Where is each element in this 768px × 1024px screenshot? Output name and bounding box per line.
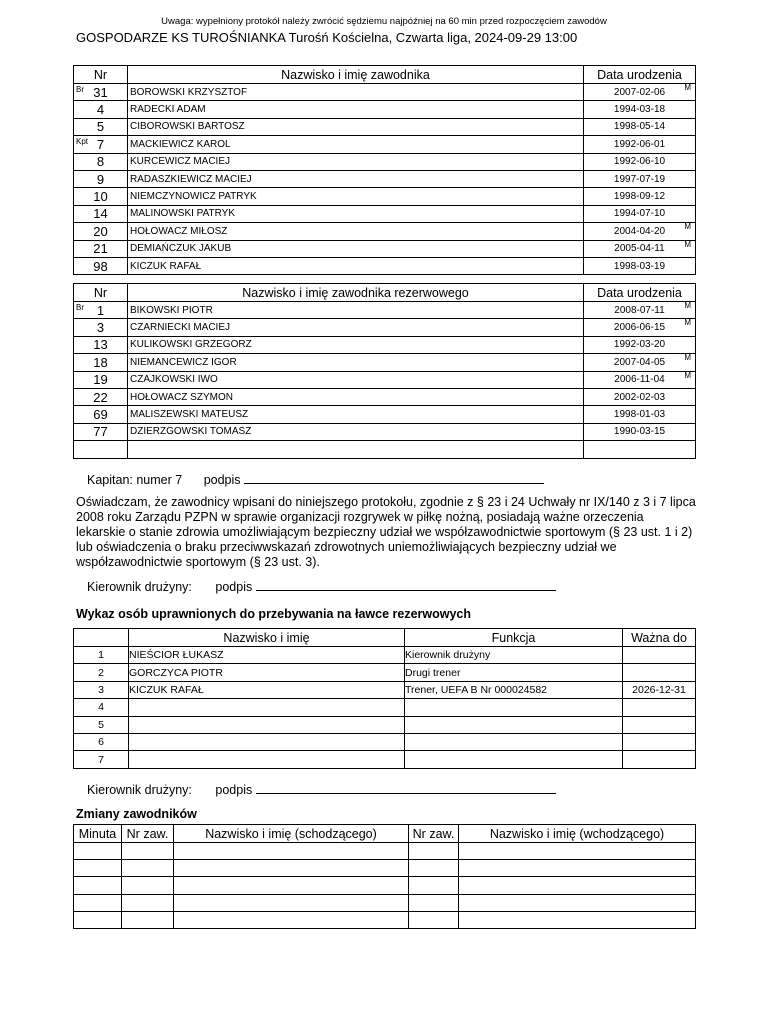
birthdate-value: 2006-06-15 [613,322,666,334]
player-name: MALISZEWSKI MATEUSZ [128,406,584,423]
bench-valid-until: 2026-12-31 [623,681,696,698]
player-role-mark: Br [76,303,84,312]
bench-function: Drugi trener [405,664,623,681]
bench-nr: 4 [74,699,129,716]
player-birthdate [584,223,696,240]
col-nr: Nr [74,284,128,302]
col-birthdate: Data urodzenia [584,284,696,302]
player-birthdate [584,336,696,353]
birthdate-value: 1998-05-14 [613,121,666,133]
player-row [74,136,696,153]
player-row [74,388,696,405]
player-number-value: 1 [96,302,105,318]
bench-nr: 3 [74,681,129,698]
birthdate-value: 1994-03-18 [613,104,666,116]
col-bench-name: Nazwisko i imię [129,629,405,647]
youth-flag: M [684,318,691,328]
col-name-in: Nazwisko i imię (wchodzącego) [459,825,696,843]
player-row [74,302,696,319]
player-name: NIEMANCEWICZ IGOR [128,354,584,371]
change-name-out[interactable] [174,911,409,928]
player-row [74,101,696,118]
player-number-value: 10 [93,189,108,205]
bench-nr: 2 [74,664,129,681]
player-birthdate [584,319,696,336]
change-name-in[interactable] [459,860,696,877]
change-name-in[interactable] [459,894,696,911]
player-row [74,223,696,240]
player-number-value: 8 [96,154,105,170]
change-name-out[interactable] [174,877,409,894]
player-row [74,205,696,222]
player-birthdate [584,118,696,135]
player-name: DEMIAŃCZUK JAKUB [128,240,584,257]
bench-valid-until [623,664,696,681]
player-number [74,406,128,423]
player-name: NIEMCZYNOWICZ PATRYK [128,188,584,205]
bench-table [73,628,696,769]
player-number-value: 69 [93,407,108,423]
bench-nr: 7 [74,751,129,768]
bench-name [129,733,405,750]
player-birthdate [584,188,696,205]
player-birthdate [584,170,696,187]
player-number [74,136,128,153]
bench-function [405,699,623,716]
starters-table [73,65,696,275]
bench-nr: 1 [74,647,129,664]
bench-row [74,733,696,750]
change-name-out[interactable] [174,843,409,860]
birthdate-value: 2002-02-03 [613,391,666,403]
bench-row [74,751,696,768]
birthdate-value: 2007-04-05 [613,356,666,368]
bench-function: Trener, UEFA B Nr 000024582 [405,681,623,698]
player-name: MALINOWSKI PATRYK [128,205,584,222]
birthdate-value: 1994-07-10 [613,208,666,220]
player-number-value: 31 [93,84,108,100]
match-header: GOSPODARZE KS TUROŚNIANKA Turośń Kościelna, Czwarta liga, 2024-09-29 13:00 [76,30,578,45]
birthdate-value: 2007-02-06 [613,86,666,98]
player-name: CZAJKOWSKI IWO [128,371,584,388]
changes-table [73,824,696,929]
player-row [74,257,696,274]
birthdate-value: 1998-09-12 [613,191,666,203]
birthdate-value: 1998-01-03 [613,409,666,421]
player-number [74,153,128,170]
change-name-in[interactable] [459,911,696,928]
captain-sign-label: podpis [203,473,241,487]
change-minute[interactable] [74,877,122,894]
change-name-in[interactable] [459,877,696,894]
player-birthdate [584,423,696,440]
col-bench-function: Funkcja [405,629,623,647]
player-name: RADASZKIEWICZ MACIEJ [128,170,584,187]
player-number [74,336,128,353]
manager-signature-field[interactable] [256,793,556,794]
player-number-value: 5 [96,119,105,135]
col-bench-nr [74,629,129,647]
player-name: HOŁOWACZ MIŁOSZ [128,223,584,240]
change-nr-out[interactable] [122,911,174,928]
col-nr-out: Nr zaw. [122,825,174,843]
manager-line-2 [87,783,556,797]
player-row [74,118,696,135]
change-row [74,860,696,877]
bench-name [129,699,405,716]
player-name: KICZUK RAFAŁ [128,257,584,274]
player-row [74,240,696,257]
manager-signature-field[interactable] [256,590,556,591]
bench-row [74,681,696,698]
change-row [74,894,696,911]
player-number [74,319,128,336]
change-minute[interactable] [74,911,122,928]
player-number [74,223,128,240]
player-name: CIBOROWSKI BARTOSZ [128,118,584,135]
manager-label: Kierownik drużyny: [87,783,192,797]
birthdate-value: 1998-03-19 [613,260,666,272]
player-number-value: 21 [93,241,108,257]
manager-label: Kierownik drużyny: [87,580,192,594]
player-row [74,441,696,458]
player-birthdate [584,441,696,458]
birthdate-value: 1992-03-20 [613,339,666,351]
bench-function [405,733,623,750]
captain-line [87,473,544,487]
bench-nr: 5 [74,716,129,733]
change-nr-out[interactable] [122,894,174,911]
birthdate-value: 1992-06-01 [613,138,666,150]
col-name-out: Nazwisko i imię (schodzącego) [174,825,409,843]
change-nr-out[interactable] [122,877,174,894]
youth-flag: M [684,371,691,380]
youth-flag: M [684,240,691,249]
birthdate-value: 1997-07-19 [613,173,666,185]
player-number [74,388,128,405]
col-nr-in: Nr zaw. [409,825,459,843]
player-number [74,170,128,187]
change-nr-out[interactable] [122,843,174,860]
manager-sign-label: podpis [215,580,253,594]
player-name: BOROWSKI KRZYSZTOF [128,84,584,101]
player-role-mark: Br [76,85,84,94]
bench-title: Wykaz osób uprawnionych do przebywania na ławce rezerwowych [76,607,472,621]
player-number [74,371,128,388]
player-birthdate [584,84,696,101]
player-name: BIKOWSKI PIOTR [128,302,584,319]
change-row [74,877,696,894]
youth-flag: M [684,353,691,363]
player-row [74,170,696,187]
change-minute[interactable] [74,843,122,860]
player-number [74,205,128,222]
statement-text: Oświadczam, że zawodnicy wpisani do niniejszego protokołu, zgodnie z § 23 i 24 Uchwały nr IX/140 z 3 i 7 lipca 2008 roku Zarządu PZPN w sprawie organizacji rozgrywek w piłkę nożną, posiadają ważne orzeczenia lekarskie o stanie zdrowia umożliwiającym bezpieczny udział we współzawodnictwie sportowym (§ 23 ust. 1 i 2) lub oświadczenia o braku przeciwwskazań zdrowotnych uniemożliwiających bezpieczny udział we współzawodnictwie sportowym (§ 23 ust. 3). [76,495,696,569]
player-number-value: 19 [93,372,108,388]
col-bench-valid: Ważna do [623,629,696,647]
player-birthdate [584,101,696,118]
col-minute: Minuta [74,825,122,843]
col-nr: Nr [74,66,128,84]
player-number [74,118,128,135]
bench-row [74,716,696,733]
col-name: Nazwisko i imię zawodnika [128,66,584,84]
player-number [74,84,128,101]
change-row [74,843,696,860]
player-number-value: 4 [96,102,105,118]
bench-row [74,699,696,716]
change-nr-out[interactable] [122,860,174,877]
bench-valid-until [623,699,696,716]
col-reserve-name: Nazwisko i imię zawodnika rezerwowego [128,284,584,302]
player-name: DZIERZGOWSKI TOMASZ [128,423,584,440]
birthdate-value: 2008-07-11 [614,304,665,316]
player-number [74,240,128,257]
player-birthdate [584,371,696,388]
change-nr-in[interactable] [409,860,459,877]
birthdate-value: 2006-11-04 [614,374,665,386]
player-birthdate [584,406,696,423]
player-number-value: 22 [93,389,108,405]
bench-name: KICZUK RAFAŁ [129,681,405,698]
player-number-value: 18 [93,354,108,370]
bench-valid-until [623,733,696,750]
player-row [74,319,696,336]
player-name: RADECKI ADAM [128,101,584,118]
bench-valid-until [623,716,696,733]
captain-signature-field[interactable] [244,483,544,484]
change-name-out[interactable] [174,894,409,911]
player-number-value: 3 [96,320,105,336]
player-number [74,302,128,319]
player-number-value: 20 [93,223,108,239]
birthdate-value: 2005-04-11 [614,243,665,255]
manager-line-1 [87,580,556,594]
player-number-value: 77 [93,424,108,440]
col-birthdate: Data urodzenia [584,66,696,84]
player-row [74,423,696,440]
player-name: HOŁOWACZ SZYMON [128,388,584,405]
bench-name: NIEŚCIOR ŁUKASZ [129,647,405,664]
player-number-value: 7 [96,136,105,152]
change-name-out[interactable] [174,860,409,877]
player-number [74,257,128,274]
bench-function [405,716,623,733]
player-number [74,441,128,458]
player-birthdate [584,240,696,257]
player-row [74,153,696,170]
player-number-value: 98 [93,258,108,274]
bench-function: Kierownik drużyny [405,647,623,664]
bench-name [129,751,405,768]
youth-flag: M [684,222,691,232]
bench-function [405,751,623,768]
player-row [74,84,696,101]
birthdate-value: 2004-04-20 [613,225,666,237]
player-name: KULIKOWSKI GRZEGORZ [128,336,584,353]
bench-nr: 6 [74,733,129,750]
player-row [74,371,696,388]
player-birthdate [584,205,696,222]
player-number-value: 13 [93,337,108,353]
player-name: CZARNIECKI MACIEJ [128,319,584,336]
player-number-value: 9 [96,171,105,187]
player-birthdate [584,257,696,274]
manager-sign-label: podpis [215,783,253,797]
bench-row [74,664,696,681]
change-nr-in[interactable] [409,877,459,894]
change-minute[interactable] [74,860,122,877]
change-minute[interactable] [74,894,122,911]
youth-flag: M [684,83,691,92]
player-birthdate [584,354,696,371]
birthdate-value: 1990-03-15 [613,426,666,438]
player-name: KURCEWICZ MACIEJ [128,153,584,170]
captain-label: Kapitan: numer 7 [87,473,183,487]
change-row [74,911,696,928]
player-number [74,188,128,205]
player-birthdate [584,388,696,405]
bench-valid-until [623,647,696,664]
player-birthdate [584,302,696,319]
player-number [74,423,128,440]
player-row [74,336,696,353]
change-nr-in[interactable] [409,894,459,911]
bench-name: GORCZYCA PIOTR [129,664,405,681]
changes-title: Zmiany zawodników [76,807,197,821]
youth-flag: M [684,301,691,310]
player-row [74,188,696,205]
bench-valid-until [623,751,696,768]
change-nr-in[interactable] [409,843,459,860]
player-role-mark: Kpt [76,137,89,147]
player-birthdate [584,153,696,170]
player-number [74,354,128,371]
player-birthdate [584,136,696,153]
bench-name [129,716,405,733]
change-nr-in[interactable] [409,911,459,928]
reserves-table [73,283,696,459]
change-name-in[interactable] [459,843,696,860]
player-row [74,406,696,423]
player-number-value: 14 [93,206,108,222]
birthdate-value: 1992-06-10 [613,156,666,168]
player-name: MACKIEWICZ KAROL [128,136,584,153]
bench-row [74,647,696,664]
player-row [74,354,696,371]
player-name [128,441,584,458]
notice-text: Uwaga: wypełniony protokół należy zwrócić sędziemu najpóźniej na 60 min przed rozpoczęciem zawodów [161,16,607,27]
player-number [74,101,128,118]
